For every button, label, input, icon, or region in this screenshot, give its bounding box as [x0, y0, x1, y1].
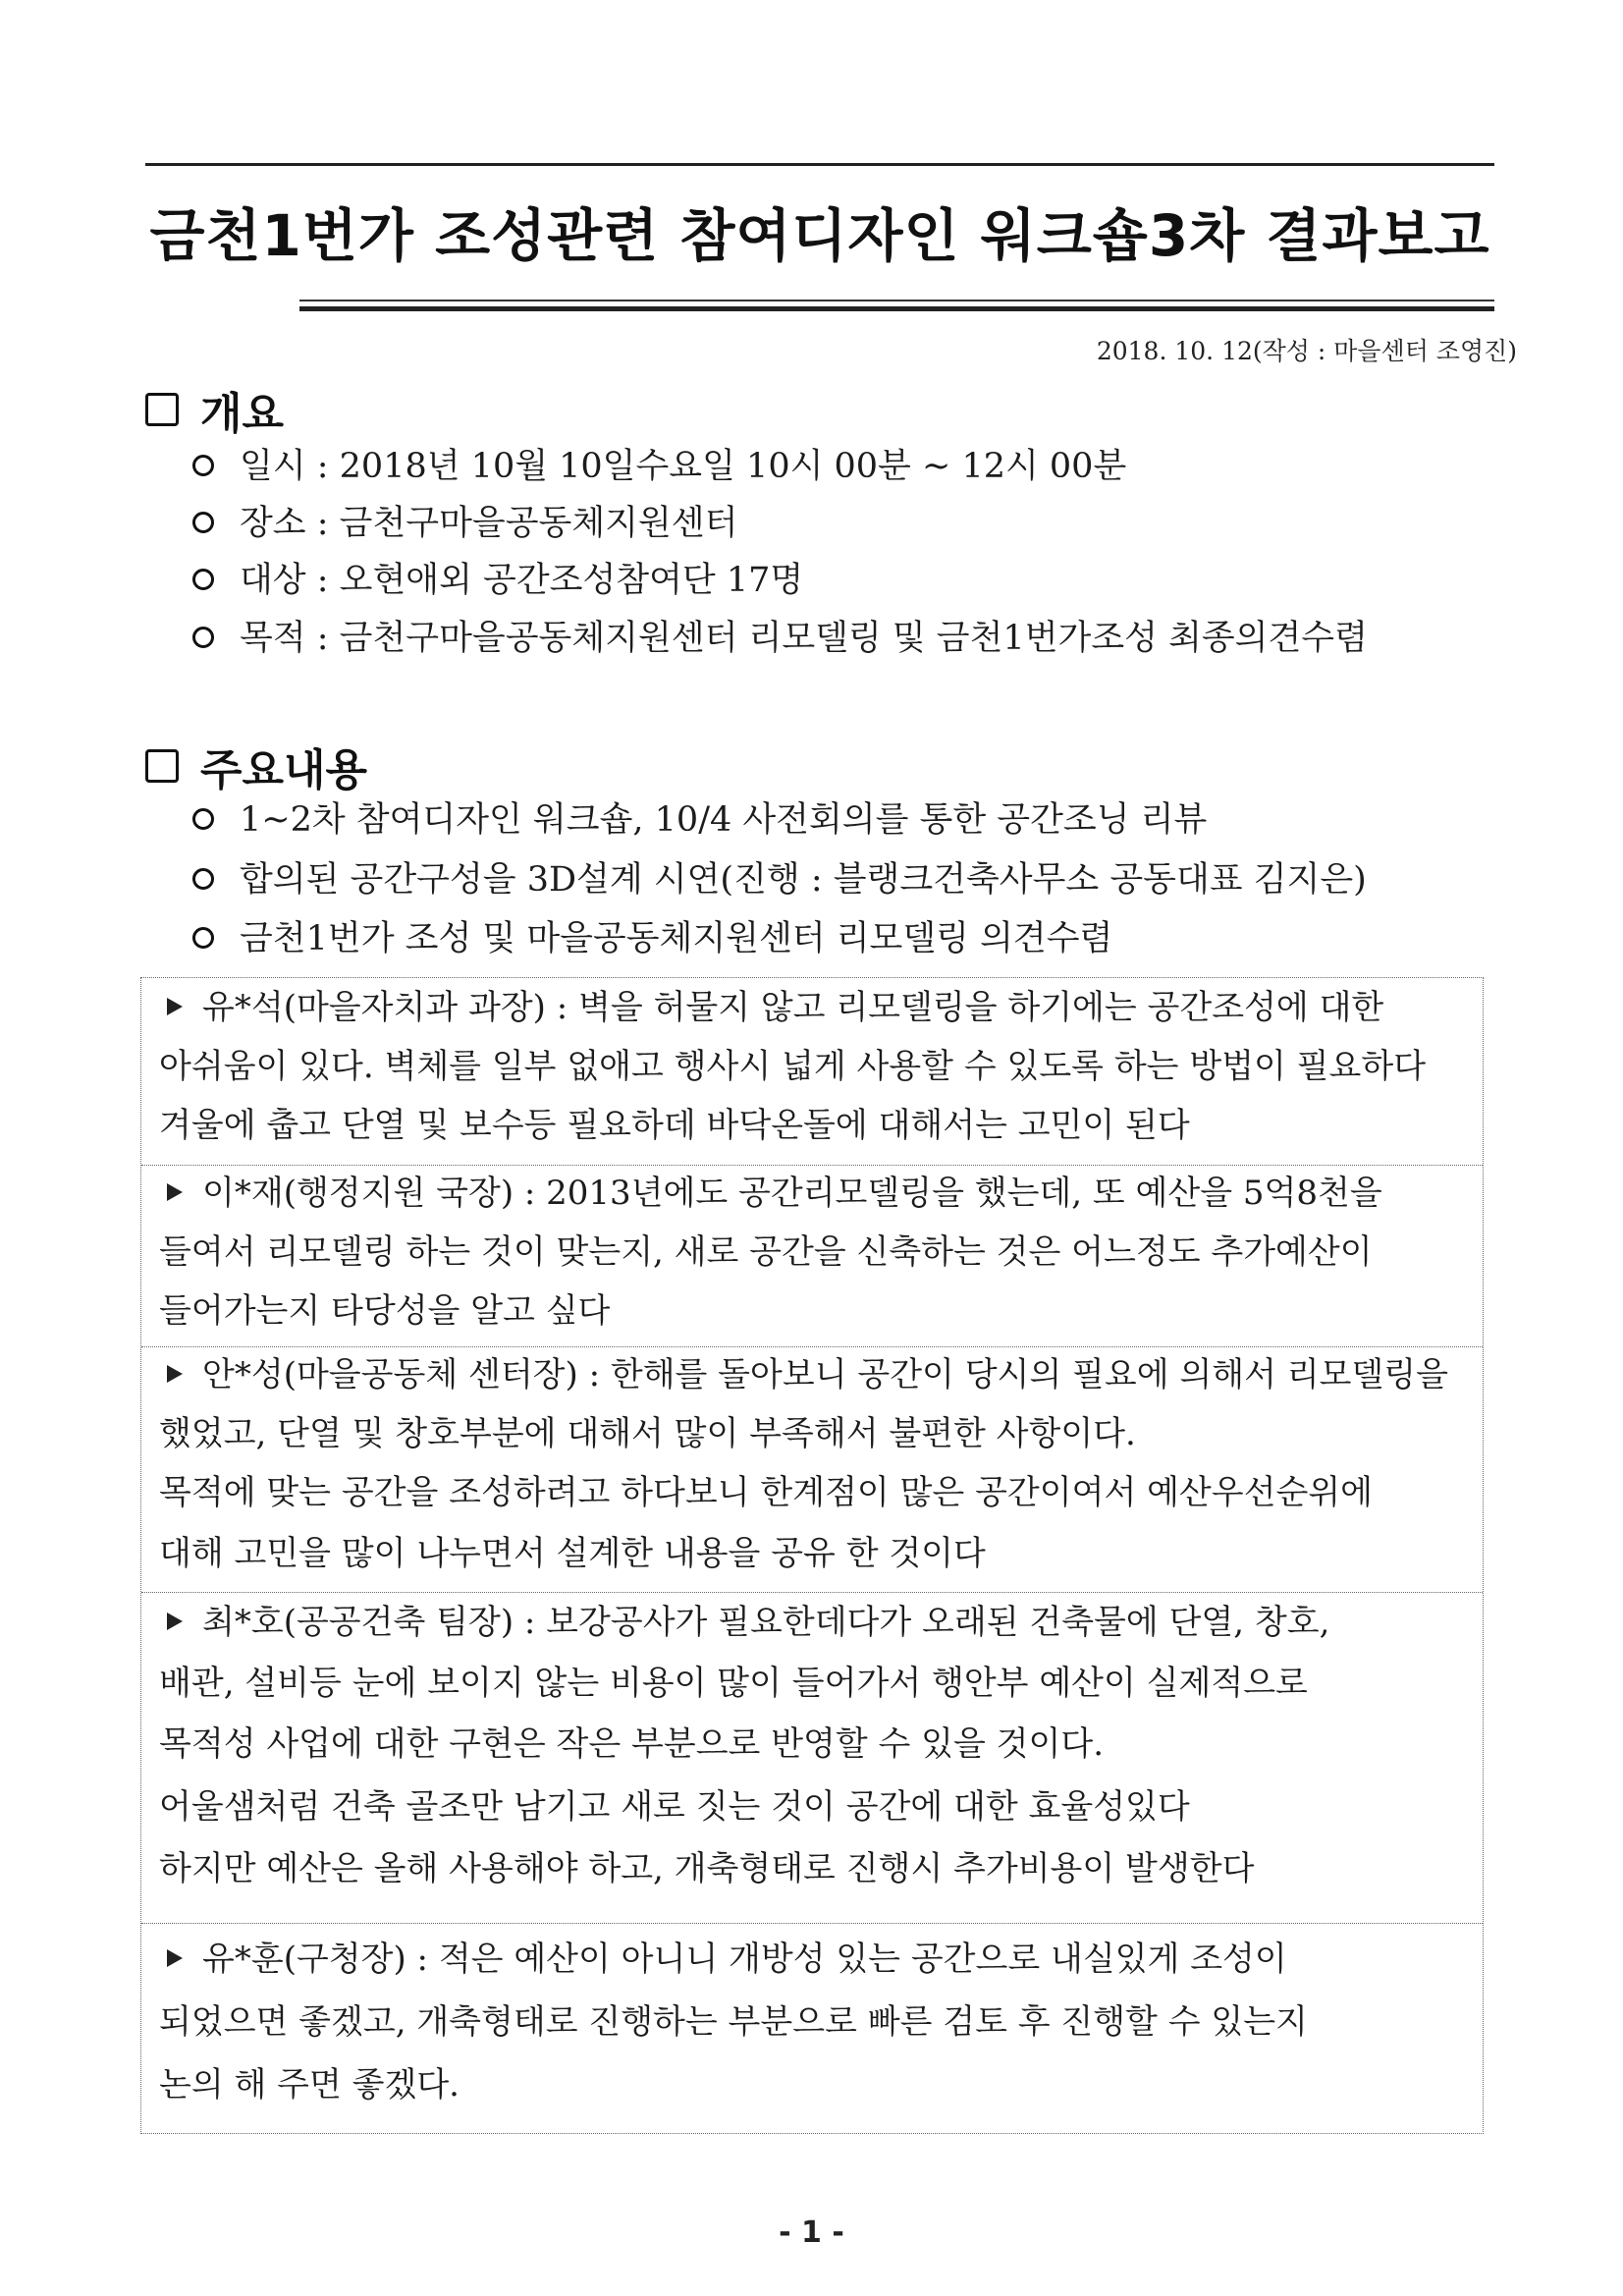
opinion-line: 목적에 맞는 공간을 조성하려고 하다보니 한계점이 많은 공간이여서 예산우선순위에	[159, 1473, 1373, 1512]
opinion-line: 들어가는지 타당성을 알고 싶다	[159, 1291, 611, 1331]
triangle-pointer-icon	[167, 1183, 183, 1201]
bullet-item: 장소 : 금천구마을공동체지원센터	[192, 501, 737, 546]
opinion-line: 되었으면 좋겠고, 개축형태로 진행하는 부분으로 빠른 검토 후 진행할 수 있는지	[159, 2002, 1308, 2042]
page-number: - 1 -	[779, 2215, 844, 2250]
opinion-line: 했었고, 단열 및 창호부분에 대해서 많이 부족해서 불편한 사항이다.	[159, 1414, 1136, 1453]
opinion-line: 대해 고민을 많이 나누면서 설계한 내용을 공유 한 것이다	[159, 1534, 986, 1573]
opinion-line: 논의 해 주면 좋겠다.	[159, 2065, 460, 2105]
triangle-pointer-icon	[167, 1365, 183, 1383]
circle-bullet-icon	[192, 455, 214, 476]
section-heading-main-content	[145, 735, 367, 797]
opinion-line: 겨울에 춥고 단열 및 보수등 필요하데 바닥온돌에 대해서는 고민이 된다	[159, 1106, 1190, 1145]
triangle-pointer-icon	[167, 998, 183, 1015]
bullet-item: 합의된 공간구성을 3D설계 시연(진행 : 블랭크건축사무소 공동대표 김지은)	[192, 857, 1367, 902]
opinion-entry	[141, 1592, 1483, 1923]
checkbox-square-icon	[145, 749, 179, 783]
opinion-line: 유*석(마을자치과 과장) : 벽을 허물지 않고 리모델링을 하기에는 공간조성에 대한	[159, 984, 1383, 1031]
circle-bullet-icon	[192, 808, 214, 830]
circle-bullet-icon	[192, 927, 214, 949]
opinion-line: 이*재(행정지원 국장) : 2013년에도 공간리모델링을 했는데, 또 예산을 5억8천을	[159, 1170, 1382, 1217]
section-heading-label: 주요내용	[200, 745, 368, 795]
opinion-line: 안*성(마을공동체 센터장) : 한해를 돌아보니 공간이 당시의 필요에 의해서 리모델링을	[159, 1351, 1448, 1398]
triangle-pointer-icon	[167, 1949, 183, 1967]
bullet-item: 목적 : 금천구마을공동체지원센터 리모델링 및 금천1번가조성 최종의견수렴	[192, 616, 1368, 661]
opinion-line: 유*훈(구청장) : 적은 예산이 아니니 개방성 있는 공간으로 내실있게 조성이	[159, 1936, 1287, 1983]
triangle-pointer-icon	[167, 1613, 183, 1630]
opinion-entry	[141, 1165, 1483, 1346]
opinion-line: 아쉬움이 있다. 벽체를 일부 없애고 행사시 넓게 사용할 수 있도록 하는 방법이 필요하다	[159, 1047, 1427, 1086]
section-heading-label: 개요	[200, 389, 285, 439]
checkbox-square-icon	[145, 393, 179, 426]
opinion-line: 최*호(공공건축 팀장) : 보강공사가 필요한데다가 오래된 건축물에 단열, 창호,	[159, 1599, 1329, 1646]
title-rule-bottom-thin	[299, 300, 1494, 301]
opinion-entry	[141, 1346, 1483, 1592]
section-heading-overview	[145, 378, 284, 441]
opinion-line: 목적성 사업에 대한 구현은 작은 부분으로 반영할 수 있을 것이다.	[159, 1724, 1105, 1764]
opinion-entry	[141, 1923, 1483, 2133]
opinion-entry	[141, 978, 1483, 1165]
opinion-line: 하지만 예산은 올해 사용해야 하고, 개축형태로 진행시 추가비용이 발생한다	[159, 1849, 1255, 1888]
opinion-line: 배관, 설비등 눈에 보이지 않는 비용이 많이 들어가서 행안부 예산이 실제적으로	[159, 1664, 1308, 1703]
opinion-line: 들여서 리모델링 하는 것이 맞는지, 새로 공간을 신축하는 것은 어느정도 추가예산이	[159, 1232, 1373, 1272]
circle-bullet-icon	[192, 569, 214, 590]
opinions-box	[140, 977, 1484, 2134]
title-rule-top	[145, 163, 1494, 166]
title-rule-bottom-thick	[299, 306, 1494, 311]
circle-bullet-icon	[192, 627, 214, 648]
circle-bullet-icon	[192, 512, 214, 533]
document-title: 금천1번가 조성관련 참여디자인 워크숍3차 결과보고	[149, 202, 1490, 269]
bullet-item: 금천1번가 조성 및 마을공동체지원센터 리모델링 의견수렴	[192, 916, 1112, 961]
opinion-line: 어울샘처럼 건축 골조만 남기고 새로 짓는 것이 공간에 대한 효율성있다	[159, 1787, 1190, 1827]
bullet-item: 대상 : 오현애외 공간조성참여단 17명	[192, 558, 803, 603]
circle-bullet-icon	[192, 868, 214, 890]
bullet-item: 일시 : 2018년 10월 10일수요일 10시 00분 ~ 12시 00분	[192, 444, 1126, 489]
bullet-item: 1~2차 참여디자인 워크숍, 10/4 사전회의를 통한 공간조닝 리뷰	[192, 797, 1207, 843]
author-date: 2018. 10. 12(작성 : 마을센터 조영진)	[1096, 337, 1517, 365]
